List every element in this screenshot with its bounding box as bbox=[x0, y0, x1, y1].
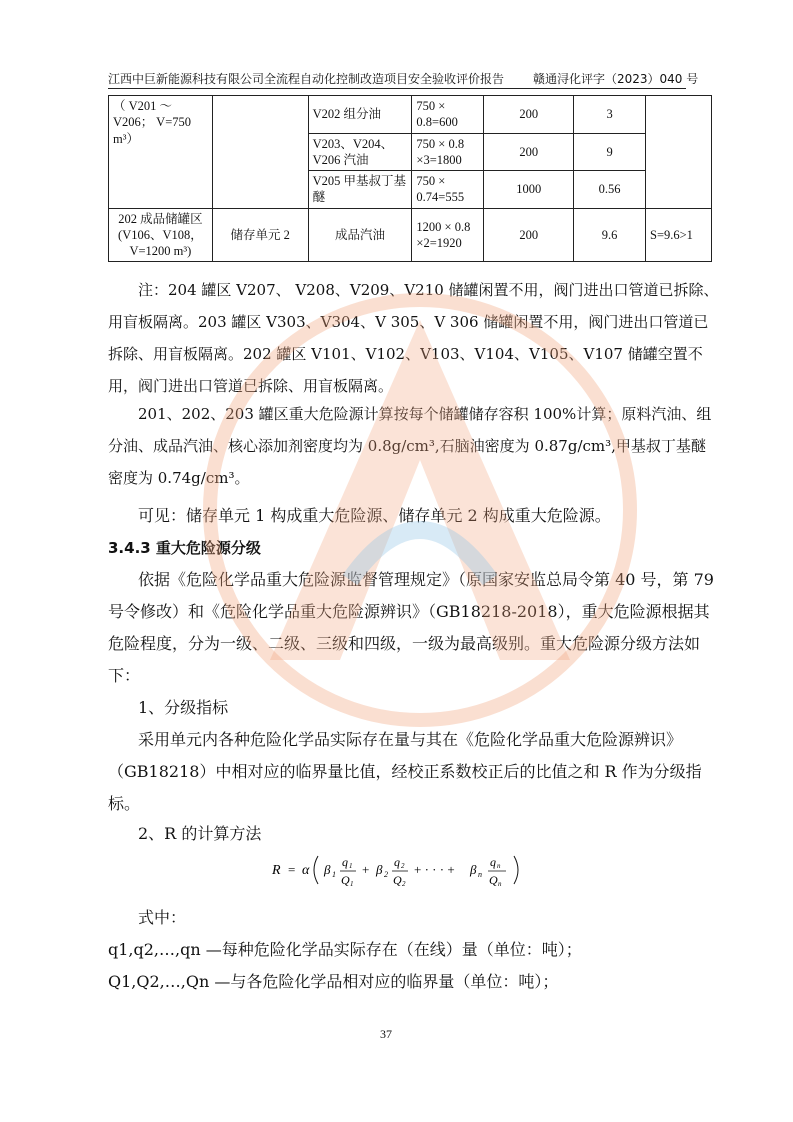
substance-cell: V205 甲基叔丁基醚 bbox=[308, 171, 412, 209]
formula-intro: 式中： bbox=[138, 908, 187, 927]
result-cell: S=9.6>1 bbox=[646, 208, 712, 262]
unit-cell bbox=[212, 96, 308, 209]
ratio-cell: 0.56 bbox=[574, 171, 646, 209]
list-item-1: 1、分级指标 bbox=[138, 698, 229, 717]
quantity-cell: 750 × 0.8=600 bbox=[412, 96, 484, 134]
conclusion-paragraph: 可见：储存单元 1 构成重大危险源、储存单元 2 构成重大危险源。 bbox=[138, 506, 611, 525]
critical-cell: 200 bbox=[484, 133, 574, 171]
svg-text:β: β bbox=[470, 862, 477, 877]
svg-text:2: 2 bbox=[402, 880, 406, 888]
report-header bbox=[108, 70, 699, 87]
svg-text:+: + bbox=[362, 862, 370, 877]
svg-text:1: 1 bbox=[350, 880, 354, 888]
svg-text:β: β bbox=[376, 862, 383, 877]
page-number: 37 bbox=[380, 1027, 392, 1041]
section-heading: 3.4.3 重大危险源分级 bbox=[108, 539, 261, 557]
result-cell bbox=[646, 96, 712, 209]
svg-text:q: q bbox=[490, 855, 496, 869]
ratio-cell: 9.6 bbox=[574, 208, 646, 262]
svg-text:q: q bbox=[342, 855, 348, 869]
svg-text:1: 1 bbox=[349, 862, 353, 870]
r-formula bbox=[270, 850, 570, 890]
quantity-cell: 750 × 0.74=555 bbox=[412, 171, 484, 209]
unit-cell: 储存单元 2 bbox=[212, 208, 308, 262]
svg-text:n: n bbox=[498, 880, 502, 888]
hazard-table bbox=[108, 95, 712, 262]
svg-text:2: 2 bbox=[384, 870, 388, 879]
definition-q: q1,q2,…,qn —每种危险化学品实际存在（在线）量（单位：吨）； bbox=[108, 940, 582, 959]
substance-cell: V202 组分油 bbox=[308, 96, 412, 134]
header-doc-number: 赣通浔化评字（2023）040 号 bbox=[533, 72, 699, 86]
svg-text:Q: Q bbox=[393, 873, 402, 887]
header-title: 江西中巨新能源科技有限公司全流程自动化控制改造项目安全验收评价报告 bbox=[108, 72, 505, 86]
substance-cell: V203、V204、V206 汽油 bbox=[308, 133, 412, 171]
svg-text:n: n bbox=[497, 862, 501, 870]
svg-text:+ · · · +: + · · · + bbox=[414, 862, 455, 877]
svg-text:α: α bbox=[302, 863, 310, 878]
svg-text:β: β bbox=[324, 862, 331, 877]
note-paragraph-2: 201、202、203 罐区重大危险源计算按每个储罐储存容积 100%计算；原料汽油、组分油、成品汽油、核心添加剂密度均为 0.8g/cm³,石脑油密度为 0.87g/cm³,甲基叔丁基醚密度为 0.74g/cm³。 bbox=[108, 405, 712, 487]
ratio-cell: 9 bbox=[574, 133, 646, 171]
quantity-cell: 1200 × 0.8 ×2=1920 bbox=[412, 208, 484, 262]
tank-cell: 202 成品储罐区(V106、V108，V=1200 m³) bbox=[109, 208, 213, 262]
svg-text:Q: Q bbox=[341, 873, 350, 887]
svg-text:=: = bbox=[288, 862, 296, 877]
critical-cell: 200 bbox=[484, 208, 574, 262]
formula-graphic bbox=[270, 850, 570, 890]
critical-cell: 1000 bbox=[484, 171, 574, 209]
svg-text:2: 2 bbox=[401, 862, 405, 870]
svg-text:q: q bbox=[394, 855, 400, 869]
svg-text:R: R bbox=[272, 863, 281, 878]
svg-text:Q: Q bbox=[489, 873, 498, 887]
svg-text:n: n bbox=[478, 870, 482, 879]
note-paragraph-1: 注：204 罐区 V207、 V208、V209、V210 储罐闲置不用，阀门进出口管道已拆除、用盲板隔离。203 罐区 V303、V304、V 305、V 306 储罐闲置不用，阀门进出口管道已拆除、用盲板隔离。202 罐区 V101、V102、V103、V104、V105、V107 储罐空置不用，阀门进出口管道已拆除、用盲板隔离。 bbox=[108, 281, 719, 395]
ratio-cell: 3 bbox=[574, 96, 646, 134]
table-row bbox=[109, 96, 712, 134]
tank-group-cell: （ V201 ～ V206； V=750 m³） bbox=[109, 96, 213, 209]
table-row bbox=[109, 208, 712, 262]
body-paragraph-1: 依据《危险化学品重大危险源监督管理规定》（原国家安监总局令第 40 号，第 79 号令修改）和《危险化学品重大危险源辨识》（GB18218-2018），重大危险源根据其危险程度，分为一级、二级、三级和四级，一级为最高级别。重大危险源分级方法如下： bbox=[108, 570, 714, 685]
quantity-cell: 750 × 0.8 ×3=1800 bbox=[412, 133, 484, 171]
definition-Q: Q1,Q2,…,Qn —与各危险化学品相对应的临界量（单位：吨）； bbox=[108, 972, 559, 991]
header-divider bbox=[108, 88, 686, 89]
critical-cell: 200 bbox=[484, 96, 574, 134]
svg-text:1: 1 bbox=[332, 870, 336, 879]
body-paragraph-2: 采用单元内各种危险化学品实际存在量与其在《危险化学品重大危险源辨识》（GB18218）中相对应的临界量比值，经校正系数校正后的比值之和 R 作为分级指标。 bbox=[108, 730, 702, 813]
substance-cell: 成品汽油 bbox=[308, 208, 412, 262]
list-item-2: 2、R 的计算方法 bbox=[138, 824, 262, 843]
